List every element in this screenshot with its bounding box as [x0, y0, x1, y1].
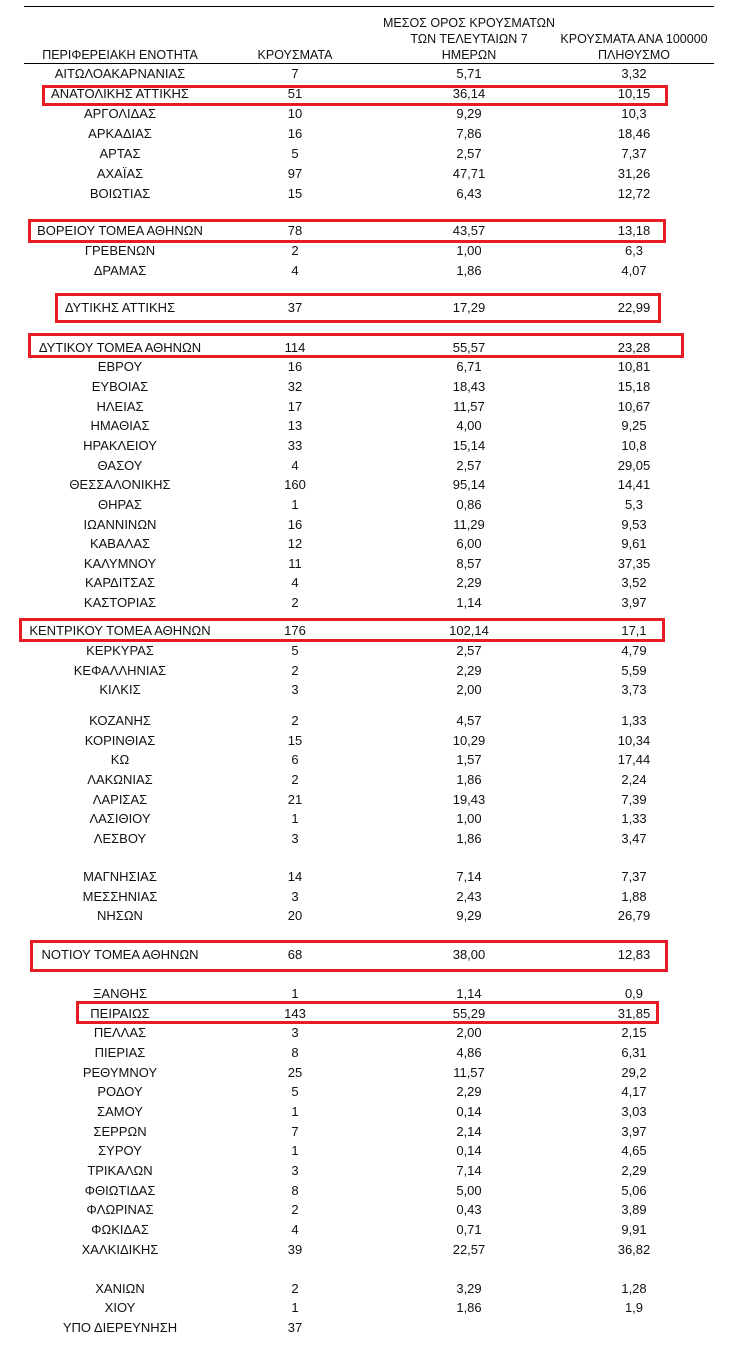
table-row	[0, 809, 729, 829]
region-cell: ΥΠΟ ΔΙΕΡΕΥΝΗΣΗ	[62, 1320, 178, 1335]
per100k-cell: 4,79	[621, 643, 647, 658]
avg7-cell: 5,71	[456, 66, 482, 81]
region-cell: ΞΑΝΘΗΣ	[92, 986, 148, 1001]
per100k-cell: 31,85	[617, 1006, 651, 1021]
region-cell: ΠΙΕΡΙΑΣ	[94, 1045, 146, 1060]
region-cell: ΚΕΡΚΥΡΑΣ	[86, 643, 154, 658]
avg7-cell: 1,00	[456, 811, 482, 826]
header-avg7: ΜΕΣΟΣ ΟΡΟΣ ΚΡΟΥΣΜΑΤΩΝ ΤΩΝ ΤΕΛΕΥΤΑΙΩΝ 7 ΗΜΕΡΩΝ	[382, 16, 556, 62]
region-cell: ΚΑΛΥΜΝΟΥ	[83, 556, 157, 571]
avg7-cell: 4,57	[456, 713, 482, 728]
region-cell: ΚΙΛΚΙΣ	[99, 682, 141, 697]
per100k-cell: 6,31	[621, 1045, 647, 1060]
avg7-cell: 1,14	[456, 986, 482, 1001]
highlight-box	[55, 293, 661, 323]
table-row	[0, 1298, 729, 1318]
region-cell: ΚΕΝΤΡΙΚΟΥ ΤΟΜΕΑ ΑΘΗΝΩΝ	[29, 623, 211, 638]
table-row	[0, 1122, 729, 1142]
avg7-cell: 0,14	[456, 1143, 482, 1158]
avg7-cell: 19,43	[452, 792, 486, 807]
avg7-cell: 1,14	[456, 595, 482, 610]
per100k-cell: 22,99	[617, 300, 651, 315]
per100k-cell: 7,39	[621, 792, 647, 807]
avg7-cell: 4,00	[456, 418, 482, 433]
region-cell: ΧΑΝΙΩΝ	[95, 1281, 145, 1296]
per100k-cell: 9,91	[621, 1222, 647, 1237]
per100k-cell: 17,44	[617, 752, 651, 767]
highlight-box	[28, 333, 684, 358]
region-cell: ΡΕΘΥΜΝΟΥ	[82, 1065, 158, 1080]
per100k-cell: 3,32	[621, 66, 647, 81]
avg7-cell: 1,57	[456, 752, 482, 767]
cases-cell: 17	[287, 399, 303, 414]
cases-cell: 16	[287, 517, 303, 532]
per100k-cell: 0,9	[624, 986, 644, 1001]
per100k-cell: 13,18	[617, 223, 651, 238]
highlight-box	[76, 1001, 659, 1024]
highlight-box	[28, 219, 666, 243]
per100k-cell: 31,26	[617, 166, 651, 181]
cases-cell: 15	[287, 733, 303, 748]
region-cell: ΠΕΛΛΑΣ	[93, 1025, 147, 1040]
table-row	[0, 1082, 729, 1102]
cases-cell: 10	[287, 106, 303, 121]
cases-cell: 1	[291, 1143, 299, 1158]
cases-cell: 16	[287, 126, 303, 141]
per100k-cell: 23,28	[617, 340, 651, 355]
region-cell: ΕΒΡΟΥ	[97, 359, 143, 374]
table-row	[0, 680, 729, 700]
cases-cell: 4	[291, 458, 299, 473]
region-cell: ΚΕΦΑΛΛΗΝΙΑΣ	[73, 663, 167, 678]
cases-cell: 4	[291, 263, 299, 278]
per100k-cell: 7,37	[621, 869, 647, 884]
per100k-cell: 15,18	[617, 379, 651, 394]
table-row	[0, 1279, 729, 1299]
avg7-cell: 18,43	[452, 379, 486, 394]
region-cell: ΠΕΙΡΑΙΩΣ	[90, 1006, 150, 1021]
table-row	[0, 1181, 729, 1201]
highlight-box	[19, 618, 665, 642]
avg7-cell: 0,43	[456, 1202, 482, 1217]
cases-cell: 97	[287, 166, 303, 181]
avg7-cell: 9,29	[456, 106, 482, 121]
avg7-cell: 2,29	[456, 575, 482, 590]
avg7-cell: 47,71	[452, 166, 486, 181]
avg7-cell: 7,86	[456, 126, 482, 141]
table-row	[0, 1200, 729, 1220]
per100k-cell: 12,72	[617, 186, 651, 201]
table-row	[0, 144, 729, 164]
table-row	[0, 1318, 729, 1338]
region-cell: ΚΩ	[110, 752, 130, 767]
header-region: ΠΕΡΙΦΕΡΕΙΑΚΗ ΕΝΟΤΗΤΑ	[42, 48, 198, 62]
avg7-cell: 1,86	[456, 831, 482, 846]
avg7-cell: 22,57	[452, 1242, 486, 1257]
avg7-cell: 11,57	[453, 1065, 485, 1080]
per100k-cell: 5,3	[624, 497, 644, 512]
cases-cell: 2	[291, 1202, 299, 1217]
region-cell: ΛΑΡΙΣΑΣ	[92, 792, 148, 807]
avg7-cell: 7,14	[456, 869, 482, 884]
region-cell: ΑΡΤΑΣ	[99, 146, 141, 161]
cases-cell: 7	[291, 1124, 299, 1139]
per100k-cell: 1,88	[621, 889, 647, 904]
region-cell: ΒΟΡΕΙΟΥ ΤΟΜΕΑ ΑΘΗΝΩΝ	[37, 223, 203, 238]
region-cell: ΒΟΙΩΤΙΑΣ	[89, 186, 151, 201]
table-row	[0, 573, 729, 593]
region-cell: ΚΟΡΙΝΘΙΑΣ	[84, 733, 156, 748]
avg7-cell: 3,29	[456, 1281, 482, 1296]
avg7-cell: 17,29	[452, 300, 486, 315]
avg7-cell: 2,57	[456, 146, 482, 161]
cases-cell: 7	[291, 66, 299, 81]
avg7-cell: 43,57	[452, 223, 486, 238]
table-row	[0, 64, 729, 84]
cases-cell: 11	[288, 556, 302, 571]
per100k-cell: 10,34	[617, 733, 651, 748]
per100k-cell: 36,82	[617, 1242, 651, 1257]
table-row	[0, 1043, 729, 1063]
avg7-cell: 55,29	[452, 1006, 486, 1021]
avg7-cell: 0,71	[456, 1222, 482, 1237]
avg7-cell: 2,57	[456, 643, 482, 658]
top-rule	[24, 6, 714, 7]
table-row	[0, 1141, 729, 1161]
per100k-cell: 5,59	[621, 663, 647, 678]
table-row	[0, 1023, 729, 1043]
cases-cell: 5	[291, 643, 299, 658]
avg7-cell: 55,57	[452, 340, 486, 355]
cases-cell: 6	[291, 752, 299, 767]
region-cell: ΤΡΙΚΑΛΩΝ	[87, 1163, 153, 1178]
per100k-cell: 10,3	[621, 106, 647, 121]
cases-cell: 68	[287, 947, 303, 962]
avg7-cell: 1,86	[456, 772, 482, 787]
avg7-cell: 2,43	[456, 889, 482, 904]
region-cell: ΗΜΑΘΙΑΣ	[90, 418, 150, 433]
cases-cell: 143	[284, 1006, 306, 1021]
cases-cell: 2	[291, 663, 299, 678]
table-row	[0, 731, 729, 751]
cases-cell: 3	[291, 889, 299, 904]
avg7-cell: 38,00	[452, 947, 486, 962]
region-cell: ΧΑΛΚΙΔΙΚΗΣ	[81, 1242, 159, 1257]
cases-cell: 8	[291, 1045, 299, 1060]
cases-cell: 2	[291, 713, 299, 728]
cases-cell: 2	[291, 1281, 299, 1296]
avg7-cell: 2,29	[456, 1084, 482, 1099]
avg7-cell: 5,00	[456, 1183, 482, 1198]
cases-cell: 32	[287, 379, 303, 394]
per100k-cell: 1,33	[621, 811, 647, 826]
per100k-cell: 10,81	[617, 359, 651, 374]
region-cell: ΑΡΓΟΛΙΔΑΣ	[83, 106, 157, 121]
table-row	[0, 495, 729, 515]
region-cell: ΙΩΑΝΝΙΝΩΝ	[83, 517, 157, 532]
per100k-cell: 4,17	[621, 1084, 647, 1099]
region-cell: ΧΙΟΥ	[104, 1300, 136, 1315]
region-cell: ΝΗΣΩΝ	[97, 908, 143, 923]
region-cell: ΦΘΙΩΤΙΔΑΣ	[84, 1183, 156, 1198]
cases-cell: 8	[291, 1183, 299, 1198]
region-cell: ΡΟΔΟΥ	[97, 1084, 143, 1099]
avg7-cell: 0,14	[456, 1104, 482, 1119]
region-cell: ΚΑΡΔΙΤΣΑΣ	[84, 575, 156, 590]
table-row	[0, 241, 729, 261]
per100k-cell: 4,65	[621, 1143, 647, 1158]
cases-cell: 1	[291, 986, 299, 1001]
table-row	[0, 1220, 729, 1240]
table-row	[0, 790, 729, 810]
avg7-cell: 102,14	[449, 623, 489, 638]
region-cell: ΦΛΩΡΙΝΑΣ	[86, 1202, 154, 1217]
per100k-cell: 7,37	[621, 146, 647, 161]
avg7-cell: 11,29	[453, 517, 485, 532]
cases-cell: 3	[291, 1025, 299, 1040]
table-row	[0, 184, 729, 204]
region-cell: ΛΑΣΙΘΙΟΥ	[89, 811, 151, 826]
per100k-cell: 37,35	[617, 556, 651, 571]
region-cell: ΜΑΓΝΗΣΙΑΣ	[83, 869, 157, 884]
table-row	[0, 887, 729, 907]
table-row	[0, 1102, 729, 1122]
region-cell: ΘΑΣΟΥ	[97, 458, 143, 473]
avg7-cell: 2,14	[456, 1124, 482, 1139]
table-row	[0, 593, 729, 613]
region-cell: ΚΑΒΑΛΑΣ	[89, 536, 151, 551]
cases-cell: 3	[291, 682, 299, 697]
table-row	[0, 711, 729, 731]
cases-cell: 1	[291, 1300, 299, 1315]
table-row	[0, 867, 729, 887]
header-cases: ΚΡΟΥΣΜΑΤΑ	[257, 48, 333, 62]
region-cell: ΘΗΡΑΣ	[98, 497, 142, 512]
per100k-cell: 3,47	[621, 831, 647, 846]
per100k-cell: 3,89	[621, 1202, 647, 1217]
table-row	[0, 554, 729, 574]
table-row	[0, 261, 729, 281]
per100k-cell: 3,73	[621, 682, 647, 697]
region-cell: ΔΥΤΙΚΗΣ ΑΤΤΙΚΗΣ	[64, 300, 176, 315]
avg7-cell: 8,57	[456, 556, 482, 571]
avg7-cell: 9,29	[456, 908, 482, 923]
region-cell: ΛΑΚΩΝΙΑΣ	[87, 772, 153, 787]
region-cell: ΚΑΣΤΟΡΙΑΣ	[83, 595, 157, 610]
cases-cell: 160	[284, 477, 306, 492]
per100k-cell: 2,24	[621, 772, 647, 787]
region-cell: ΣΕΡΡΩΝ	[93, 1124, 147, 1139]
region-cell: ΣΥΡΟΥ	[98, 1143, 142, 1158]
region-cell: ΑΝΑΤΟΛΙΚΗΣ ΑΤΤΙΚΗΣ	[51, 86, 189, 101]
avg7-cell: 2,57	[456, 458, 482, 473]
table-row	[0, 164, 729, 184]
per100k-cell: 12,83	[617, 947, 651, 962]
per100k-cell: 3,97	[621, 1124, 647, 1139]
region-cell: ΚΟΖΑΝΗΣ	[89, 713, 151, 728]
region-cell: ΛΕΣΒΟΥ	[93, 831, 147, 846]
cases-cell: 5	[291, 1084, 299, 1099]
per100k-cell: 14,41	[617, 477, 651, 492]
per100k-cell: 5,06	[621, 1183, 647, 1198]
cases-cell: 21	[287, 792, 303, 807]
region-cell: ΘΕΣΣΑΛΟΝΙΚΗΣ	[69, 477, 171, 492]
cases-cell: 12	[287, 536, 303, 551]
table-row	[0, 1161, 729, 1181]
table-row	[0, 104, 729, 124]
table-row	[0, 750, 729, 770]
per100k-cell: 3,52	[621, 575, 647, 590]
avg7-cell: 6,43	[456, 186, 482, 201]
cases-cell: 39	[287, 1242, 303, 1257]
per100k-cell: 10,67	[617, 399, 651, 414]
cases-cell: 37	[287, 300, 303, 315]
avg7-cell: 2,00	[456, 1025, 482, 1040]
per100k-cell: 10,8	[621, 438, 647, 453]
per100k-cell: 1,9	[624, 1300, 644, 1315]
cases-cell: 3	[291, 1163, 299, 1178]
per100k-cell: 26,79	[617, 908, 651, 923]
region-cell: ΓΡΕΒΕΝΩΝ	[84, 243, 156, 258]
per100k-cell: 2,15	[621, 1025, 647, 1040]
cases-cell: 1	[291, 811, 299, 826]
region-cell: ΔΡΑΜΑΣ	[93, 263, 147, 278]
per100k-cell: 1,28	[621, 1281, 647, 1296]
table-row	[0, 1063, 729, 1083]
region-cell: ΑΧΑΪΑΣ	[96, 166, 144, 181]
per100k-cell: 17,1	[621, 623, 647, 638]
highlight-box	[42, 85, 668, 106]
table-row	[0, 124, 729, 144]
avg7-cell: 2,29	[456, 663, 482, 678]
per100k-cell: 6,3	[624, 243, 644, 258]
avg7-cell: 1,86	[456, 263, 482, 278]
table-row	[0, 436, 729, 456]
table-row	[0, 829, 729, 849]
per100k-cell: 2,29	[621, 1163, 647, 1178]
table-row	[0, 641, 729, 661]
region-cell: ΑΡΚΑΔΙΑΣ	[88, 126, 152, 141]
cases-cell: 114	[284, 340, 306, 355]
header-per100k: ΚΡΟΥΣΜΑΤΑ ΑΝΑ 100000 ΠΛΗΘΥΣΜΟ	[560, 32, 708, 62]
region-cell: ΑΙΤΩΛΟΑΚΑΡΝΑΝΙΑΣ	[54, 66, 186, 81]
region-cell: ΜΕΣΣΗΝΙΑΣ	[82, 889, 158, 904]
cases-cell: 14	[287, 869, 303, 884]
cases-cell: 13	[287, 418, 303, 433]
per100k-cell: 9,61	[621, 536, 647, 551]
per100k-cell: 10,15	[617, 86, 651, 101]
cases-cell: 176	[284, 623, 306, 638]
cases-cell: 51	[287, 86, 303, 101]
per100k-cell: 9,53	[621, 517, 647, 532]
avg7-cell: 11,57	[453, 399, 485, 414]
cases-cell: 3	[291, 831, 299, 846]
per100k-cell: 18,46	[617, 126, 651, 141]
cases-cell: 25	[287, 1065, 303, 1080]
per100k-cell: 29,05	[617, 458, 651, 473]
cases-cell: 4	[291, 1222, 299, 1237]
highlight-box	[30, 940, 668, 972]
avg7-cell: 15,14	[452, 438, 486, 453]
table-row	[0, 1240, 729, 1260]
avg7-cell: 1,00	[456, 243, 482, 258]
avg7-cell: 6,00	[456, 536, 482, 551]
region-cell: ΦΩΚΙΔΑΣ	[91, 1222, 149, 1237]
cases-cell: 1	[291, 497, 299, 512]
cases-cell: 20	[287, 908, 303, 923]
table-row	[0, 770, 729, 790]
per100k-cell: 9,25	[621, 418, 647, 433]
avg7-cell: 2,00	[456, 682, 482, 697]
cases-cell: 15	[287, 186, 303, 201]
table-row	[0, 397, 729, 417]
avg7-cell: 6,71	[456, 359, 482, 374]
region-cell: ΗΡΑΚΛΕΙΟΥ	[83, 438, 157, 453]
cases-cell: 37	[287, 1320, 303, 1335]
per100k-cell: 4,07	[621, 263, 647, 278]
region-cell: ΣΑΜΟΥ	[97, 1104, 143, 1119]
region-cell: ΝΟΤΙΟΥ ΤΟΜΕΑ ΑΘΗΝΩΝ	[41, 947, 199, 962]
table-row	[0, 456, 729, 476]
table-row	[0, 661, 729, 681]
cases-cell: 5	[291, 146, 299, 161]
avg7-cell: 7,14	[456, 1163, 482, 1178]
cases-cell: 2	[291, 243, 299, 258]
per100k-cell: 29,2	[621, 1065, 647, 1080]
avg7-cell: 4,86	[456, 1045, 482, 1060]
per100k-cell: 3,03	[621, 1104, 647, 1119]
cases-cell: 2	[291, 595, 299, 610]
cases-cell: 2	[291, 772, 299, 787]
cases-cell: 33	[287, 438, 303, 453]
cases-cell: 4	[291, 575, 299, 590]
table-row	[0, 475, 729, 495]
avg7-cell: 10,29	[452, 733, 486, 748]
table-row	[0, 906, 729, 926]
cases-cell: 1	[291, 1104, 299, 1119]
per100k-cell: 1,33	[621, 713, 647, 728]
per100k-cell: 3,97	[621, 595, 647, 610]
avg7-cell: 36,14	[452, 86, 486, 101]
table-row	[0, 416, 729, 436]
cases-cell: 78	[287, 223, 303, 238]
avg7-cell: 95,14	[452, 477, 486, 492]
region-cell: ΔΥΤΙΚΟΥ ΤΟΜΕΑ ΑΘΗΝΩΝ	[38, 340, 202, 355]
table-row	[0, 357, 729, 377]
table-row	[0, 377, 729, 397]
region-cell: ΕΥΒΟΙΑΣ	[91, 379, 149, 394]
table-row	[0, 515, 729, 535]
avg7-cell: 0,86	[456, 497, 482, 512]
avg7-cell: 1,86	[456, 1300, 482, 1315]
cases-cell: 16	[287, 359, 303, 374]
table-row	[0, 534, 729, 554]
region-cell: ΗΛΕΙΑΣ	[96, 399, 144, 414]
